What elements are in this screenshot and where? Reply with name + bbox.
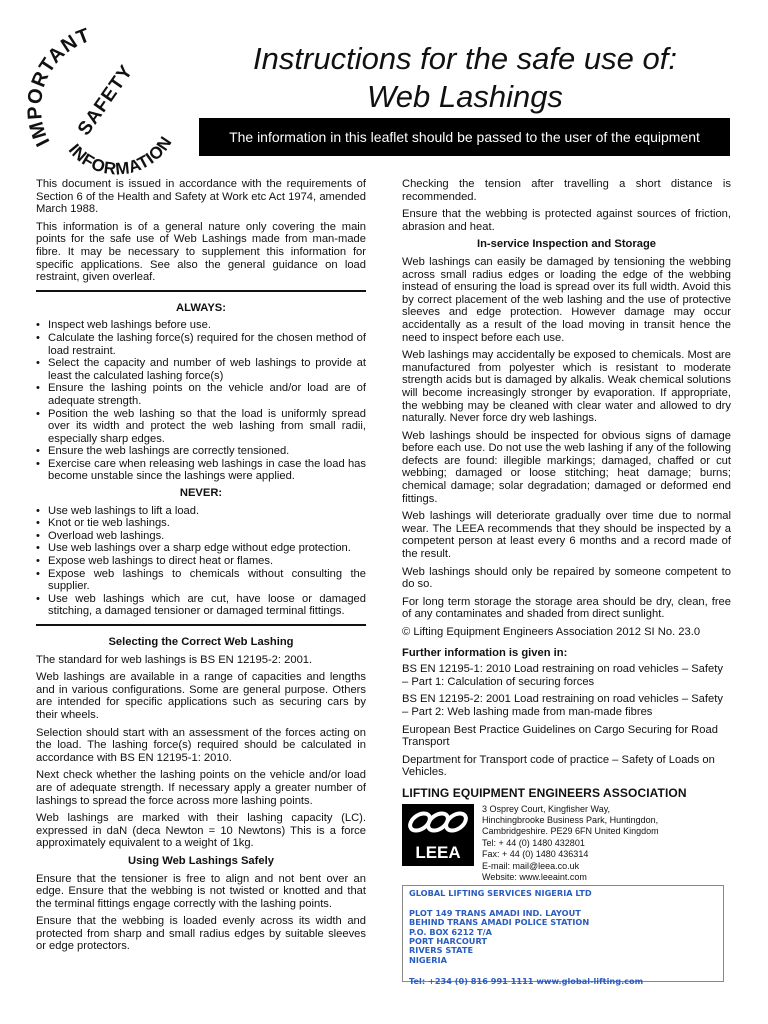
stamp-word-safety: SAFETY	[73, 61, 138, 140]
inspection-paragraph-5: Web lashings should only be repaired by someone competent to do so.	[402, 565, 731, 591]
further-item-2: BS EN 12195-2: 2001 Load restraining on road vehicles – Safety – Part 2: Web lashing made from man-made fibres	[402, 693, 723, 718]
list-item: • Select the capacity and number of web lashings to provide at least the calculated lashing force(s)	[36, 357, 366, 382]
svg-text:INFORMATION	[65, 133, 176, 179]
distributor-line: P.O. BOX 6212 T/A	[409, 926, 492, 937]
inspection-paragraph-3: Web lashings should be inspected for obvious signs of damage before each use. Do not use the web lashing if any of the following defects are found: illegible markings; damaged, chaffed or cut webbing; damaged or loose stitching; heat damage; burns; chemical damage; solar degradation; damaged or deformed end fittings.	[402, 429, 731, 505]
left-column	[36, 178, 366, 958]
intro-paragraph-2: This information is of a general nature only covering the main points for the safe use of Web Lashings made from man-made fibre. It may be necessary to supplement this information for specific applications. See also the general guidance on load restraint, given overleaf.	[36, 220, 366, 284]
right-paragraph-1: Checking the tension after travelling a short distance is recommended.	[402, 178, 731, 203]
list-item: • Use web lashings to lift a load.	[36, 505, 366, 518]
list-item: • Ensure the web lashings are correctly tensioned.	[36, 445, 366, 458]
list-item: • Knot or tie web lashings.	[36, 517, 366, 530]
selecting-paragraph-2: Web lashings are available in a range of capacities and lengths and in various configurations. Some are general purpose. Others are intended for specific applications such as securing cars by their wheels.	[36, 671, 366, 721]
using-heading: Using Web Lashings Safely	[128, 854, 274, 867]
using-paragraph-1: Ensure that the tensioner is free to align and not bent over an edge. Ensure that the webbing is not twisted or knotted and that the terminal fittings engage correctly with the lashing points.	[36, 872, 366, 910]
selecting-heading: Selecting the Correct Web Lashing	[108, 636, 294, 648]
stamp-word-information: INFORMATION	[64, 132, 176, 179]
leea-logo	[402, 804, 474, 866]
leea-heading: LIFTING EQUIPMENT ENGINEERS ASSOCIATION	[402, 785, 687, 800]
further-item-3: European Best Practice Guidelines on Cargo Securing for Road Transport	[402, 723, 718, 749]
using-paragraph-2: Ensure that the webbing is loaded evenly across its width and protected from sharp and small radius edges by suitable sleeves or edge protectors.	[36, 915, 366, 953]
never-heading: NEVER:	[179, 487, 223, 500]
info-banner: The information in this leaflet should be passed to the user of the equipment	[199, 118, 730, 156]
list-item: • Expose web lashings to direct heat or flames.	[36, 555, 366, 568]
distributor-stamp	[402, 885, 724, 987]
inspection-paragraph-2: Web lashings may accidentally be exposed to chemicals. Most are manufactured from polyester which is resistant to moderate strength acids but is damaged by alkalis. Weak chemical solutions will become increasingly stronger by evaporation. If appropriate, the webbing may be cleaned with clear water and allowed to dry naturally. Never force dry web lashings.	[402, 349, 731, 425]
further-item-1: BS EN 12195-1: 2010 Load restraining on road vehicles – Safety – Part 1: Calculation of securing forces	[402, 663, 723, 688]
address-line: Hinchingbrooke Business Park, Huntingdon,	[482, 814, 659, 825]
address-line: Tel: + 44 (0) 1480 432801	[482, 837, 585, 848]
list-item: • Inspect web lashings before use.	[36, 319, 366, 332]
page-title	[205, 40, 725, 116]
distributor-contact-line: Tel: +234 (0) 816 991 1111 www.global-lifting.com	[409, 976, 644, 987]
list-item: • Ensure the lashing points on the vehicle and/or load are of adequate strength.	[36, 382, 366, 407]
leea-address	[482, 804, 659, 884]
inspection-paragraph-6: For long term storage the storage area should be dry, clean, free of any contaminates and shaded from direct sunlight.	[402, 595, 731, 621]
selecting-paragraph-5: Web lashings are marked with their lashing capacity (LC). expressed in daN (deca Newton = 10 Newtons) This is a force approximately equivalent to a weight of 1kg.	[36, 812, 366, 850]
distributor-line: GLOBAL LIFTING SERVICES NIGERIA LTD	[409, 888, 592, 899]
list-item: • Calculate the lashing force(s) required for the chosen method of load restraint.	[36, 332, 366, 357]
divider	[36, 290, 366, 292]
selecting-paragraph-1: The standard for web lashings is BS EN 12195-2: 2001.	[36, 653, 313, 666]
always-list	[36, 319, 366, 483]
copyright-line: © Lifting Equipment Engineers Association 2012 SI No. 23.0	[402, 626, 701, 638]
list-item: • Expose web lashings to chemicals without consulting the supplier.	[36, 568, 366, 593]
address-line: Website: www.leeaint.com	[482, 871, 587, 882]
inspection-heading: In-service Inspection and Storage	[476, 238, 657, 251]
further-item-4: Department for Transport code of practice – Safety of Loads on Vehicles.	[402, 753, 715, 779]
title-line-2: Web Lashings	[367, 79, 563, 114]
inspection-paragraph-4: Web lashings will deteriorate gradually over time due to normal wear. The LEEA recommends that they should be inspected by a competent person at least every 6 months and a record made of the result.	[402, 510, 731, 561]
further-heading: Further information is given in:	[402, 646, 568, 659]
selecting-paragraph-3: Selection should start with an assessment of the forces acting on the load. The lashing force(s) required should be calculated in accordance with BS EN 12195-1: 2010.	[36, 726, 366, 764]
address-line: Cambridgeshire. PE29 6FN United Kingdom	[482, 826, 659, 837]
right-column	[402, 178, 731, 987]
distributor-line: NIGERIA	[409, 954, 447, 965]
list-item: • Overload web lashings.	[36, 530, 366, 543]
title-line-1: Instructions for the safe use of:	[253, 41, 677, 76]
divider	[36, 624, 366, 626]
address-line: E-mail: mail@leea.co.uk	[482, 860, 580, 871]
inspection-paragraph-1: Web lashings can easily be damaged by tensioning the webbing across small radius edges or loading the edge of the webbing instead of ensuring the load is spread over its full width. Avoid this by correct placement of the web lashing and the use of protective sleeves and edge protection. However damage may occur accidentally as a result of the load moving in transit hence the need to inspect before each use.	[402, 255, 731, 344]
distributor-line: BEHIND TRANS AMADI POLICE STATION	[409, 917, 590, 928]
address-line: 3 Osprey Court, Kingfisher Way,	[482, 803, 611, 814]
selecting-paragraph-4: Next check whether the lashing points on the vehicle and/or load are of adequate strength. If necessary apply a greater number of lashings to spread the force across more lashing points.	[36, 769, 366, 807]
stamp-word-important: IMPORTANT	[23, 24, 94, 150]
always-heading: ALWAYS:	[176, 301, 226, 314]
list-item: • Exercise care when releasing web lashings in case the load has become unstable since the lashings were applied.	[36, 458, 366, 483]
address-line: Fax: + 44 (0) 1480 436314	[482, 849, 589, 860]
distributor-line: PLOT 149 TRANS AMADI IND. LAYOUT	[409, 907, 581, 918]
list-item: • Position the web lashing so that the load is uniformly spread over its width and protect the web lashing from small radii, especially sharp edges.	[36, 408, 366, 446]
distributor-line: RIVERS STATE	[409, 945, 474, 956]
list-item: • Use web lashings over a sharp edge without edge protection.	[36, 542, 366, 555]
important-safety-information-stamp	[20, 22, 195, 182]
list-item: • Use web lashings which are cut, have loose or damaged stitching, a damaged tensioner or damaged terminal fittings.	[36, 593, 366, 618]
right-paragraph-2: Ensure that the webbing is protected against sources of friction, abrasion and heat.	[402, 208, 731, 233]
distributor-line: PORT HARCOURT	[409, 936, 487, 946]
leea-logo-text: LEEA	[415, 842, 461, 862]
leea-contact-block	[402, 804, 731, 884]
intro-paragraph-1: This document is issued in accordance with the requirements of Section 6 of the Health and Safety at Work etc Act 1974, amended March 1988.	[36, 178, 366, 216]
never-list	[36, 505, 366, 618]
